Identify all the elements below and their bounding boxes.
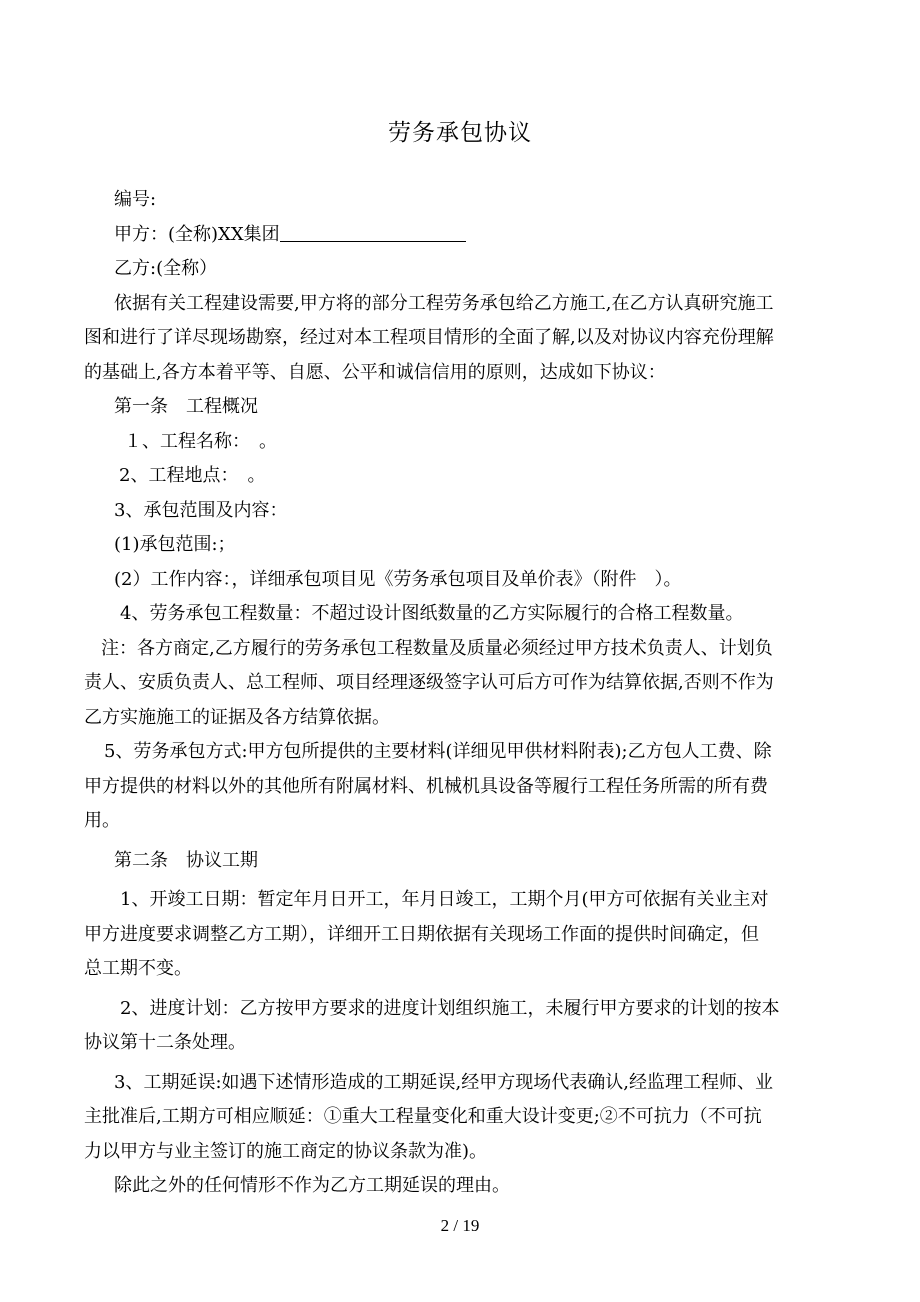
delay-exclusion-line: 除此之外的任何情形不作为乙方工期延误的理由。 [114, 1175, 510, 1196]
page-title: 劳务承包协议 [388, 120, 532, 146]
note-line-1: 注：各方商定,乙方履行的劳务承包工程数量及质量必须经过甲方技术负责人、计划负 [101, 637, 773, 659]
item-5-line-3: 用。 [84, 810, 120, 831]
number-line: 编号: [114, 189, 157, 210]
item-3-1: (1)承包范围:； [114, 534, 236, 555]
item-2: 2、工程地点： 。 [119, 465, 266, 486]
note-line-2: 责人、安质负责人、总工程师、项目经理逐级签字认可后方可作为结算依据,否则不作为 [84, 672, 774, 693]
item-3-2: (2）工作内容：，详细承包项目见《劳务承包项目及单价表》（附件 ）。 [114, 568, 682, 590]
party-a-line [84, 218, 832, 253]
article-2-heading: 第二条 协议工期 [114, 849, 258, 871]
delay-line-3: 力以甲方与业主签订的施工商定的协议条款为准)。 [84, 1140, 488, 1162]
progress-line-2: 协议第十二条处理。 [84, 1032, 246, 1053]
progress-line-1: 2、进度计划：乙方按甲方要求的进度计划组织施工，未履行甲方要求的计划的按本 [120, 997, 780, 1019]
party-a-text: 甲方：(全称)XX集团 [114, 223, 280, 245]
note-line-3: 乙方实施施工的证据及各方结算依据。 [84, 706, 390, 728]
item-4: 4、劳务承包工程数量：不超过设计图纸数量的乙方实际履行的合格工程数量。 [120, 603, 744, 624]
delay-line-1: 3、工期延误:如遇下述情形造成的工期延误,经甲方现场代表确认,经监理工程师、业 [114, 1071, 773, 1093]
item-5-line-1: 5、劳务承包方式:甲方包所提供的主要材料(详细见甲供材料附表);乙方包人工费、除 [104, 741, 772, 762]
document-body [84, 183, 832, 1204]
article-1-heading: 第一条 工程概况 [114, 396, 258, 417]
schedule-line-2: 甲方进度要求调整乙方工期），详细开工日期依据有关现场工作面的提供时间确定，但 [84, 923, 759, 945]
schedule-line-3: 总工期不变。 [84, 958, 192, 979]
intro-line-2: 图和进行了详尽现场勘察，经过对本工程项目情形的全面了解,以及对协议内容充份理解 [84, 327, 774, 348]
item-5-line-2: 甲方提供的材料以外的其他所有附属材料、机械机具设备等履行工程任务所需的所有费 [84, 775, 768, 797]
page-number: 2 / 19 [440, 1216, 480, 1235]
intro-line-1: 依据有关工程建设需要,甲方将的部分工程劳务承包给乙方施工,在乙方认真研究施工 [114, 292, 774, 314]
intro-line-3: 的基础上,各方本着平等、自愿、公平和诚信信用的原则，达成如下协议： [84, 361, 666, 383]
party-b-line: 乙方:(全称） [114, 258, 218, 279]
schedule-line-1: 1、开竣工日期：暂定年月日开工，年月日竣工，工期个月(甲方可依据有关业主对 [120, 889, 769, 910]
delay-line-2: 主批准后,工期方可相应顺延：①重大工程量变化和重大设计变更;②不可抗力（不可抗 [84, 1106, 762, 1127]
party-a-blank [280, 223, 466, 242]
item-3: 3、承包范围及内容： [114, 499, 288, 521]
item-1: １、工程名称： 。 [124, 430, 277, 452]
